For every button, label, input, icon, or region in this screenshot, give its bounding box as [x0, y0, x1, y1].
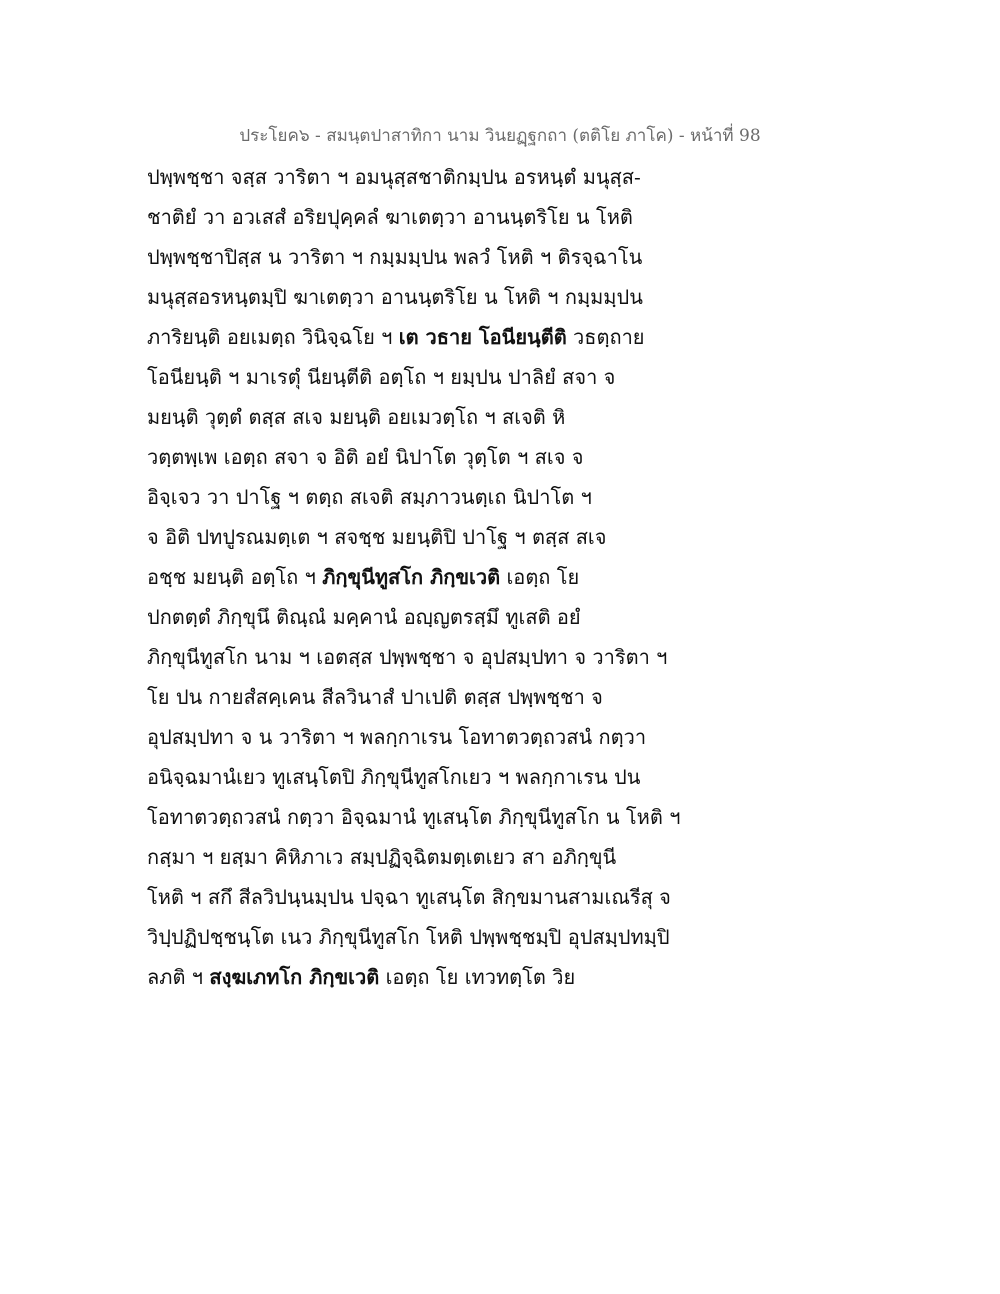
text-line: [147, 597, 707, 637]
text-line: [147, 957, 707, 997]
text-segment: อชฺช มยนฺติ อตฺโถ ฯ: [147, 565, 323, 589]
text-line: [147, 317, 707, 357]
text-segment: วธตฺถาย: [566, 325, 645, 349]
text-line: [147, 917, 707, 957]
text-line: [147, 877, 707, 917]
text-segment: โย ปน กายสํสคฺเคน สีลวินาสํ ปาเปติ ตสฺส ปพฺพชฺชา จ: [147, 685, 603, 709]
text-segment: ปกตตฺตํ ภิกฺขุนึ ติณฺณํ มคฺคานํ อญฺญตรสฺมึ ทูเสติ อยํ: [147, 605, 581, 629]
text-line: [147, 637, 707, 677]
text-segment: มนุสฺสอรหนฺตมฺปิ ฆาเตตฺวา อานนฺตริโย น โหติ ฯ กมฺมมฺปน: [147, 285, 643, 309]
bold-term: ภิกฺขุนีทูสโก ภิกฺขเวติ: [322, 565, 501, 589]
text-line: [147, 757, 707, 797]
text-line: [147, 677, 707, 717]
header-title: ประโยค๖ - สมนฺตปาสาทิกา นาม วินยฏฺฐกถา (ตติโย ภาโค) - หน้าที่ 98: [239, 126, 761, 146]
text-line: [147, 237, 707, 277]
text-line: [147, 557, 707, 597]
bold-term: สงฺฆเภทโก ภิกฺขเวติ: [209, 965, 380, 989]
text-line: [147, 517, 707, 557]
text-segment: ภิกฺขุนีทูสโก นาม ฯ เอตสฺส ปพฺพชฺชา จ อุปสมฺปทา จ วาริตา ฯ: [147, 645, 668, 669]
text-segment: กสฺมา ฯ ยสฺมา คิหิภาเว สมฺปฏิจฺฉิตมตฺเตเยว สา อภิกฺขุนี: [147, 845, 617, 869]
text-segment: มยนฺติ วุตฺตํ ตสฺส สเจ มยนฺติ อยเมวตฺโถ ฯ สเจติ หิ: [147, 405, 566, 429]
text-line: [147, 277, 707, 317]
running-header: [0, 122, 1000, 149]
text-line: [147, 397, 707, 437]
text-segment: เอตฺถ โย: [500, 565, 580, 589]
text-line: [147, 837, 707, 877]
text-line: [147, 717, 707, 757]
text-line: [147, 157, 707, 197]
text-segment: ภาริยนฺติ อยเมตฺถ วินิจฺฉโย ฯ: [147, 325, 399, 349]
text-line: [147, 477, 707, 517]
text-segment: ชาติยํ วา อวเสสํ อริยปุคฺคลํ ฆาเตตฺวา อานนฺตริโย น โหติ: [147, 205, 633, 229]
body-text: [147, 157, 707, 997]
text-line: [147, 797, 707, 837]
bold-term: เต วธาย โอนียนฺตีติ: [398, 325, 567, 349]
text-line: [147, 437, 707, 477]
text-segment: วตฺตพฺเพ เอตฺถ สจา จ อิติ อยํ นิปาโต วุตฺโต ฯ สเจ จ: [147, 445, 584, 469]
text-segment: ปพฺพชฺชาปิสฺส น วาริตา ฯ กมฺมมฺปน พลวํ โหติ ฯ ติรจฺฉาโน: [147, 245, 643, 269]
text-segment: อิจฺเจว วา ปาโฐ ฯ ตตฺถ สเจติ สมฺภาวนตฺเถ นิปาโต ฯ: [147, 485, 592, 509]
text-segment: เอตฺถ โย เทวทตฺโต วิย: [379, 965, 576, 989]
text-segment: โอทาตวตฺถวสนํ กตฺวา อิจฺฉมานํ ทูเสนฺโต ภิกฺขุนีทูสโก น โหติ ฯ: [147, 805, 681, 829]
text-segment: โหติ ฯ สกึ สีลวิปนฺนมฺปน ปจฺฉา ทูเสนฺโต สิกฺขมานสามเณรีสุ จ: [147, 885, 671, 909]
text-segment: ลภติ ฯ: [147, 965, 210, 989]
text-segment: ปพฺพชฺชา จสฺส วาริตา ฯ อมนุสฺสชาติกมฺปน อรหนฺตํ มนุสฺส-: [147, 165, 641, 189]
text-segment: อนิจฺฉมานํเยว ทูเสนฺโตปิ ภิกฺขุนีทูสโกเยว ฯ พลกฺกาเรน ปน: [147, 765, 641, 789]
text-segment: จ อิติ ปทปูรณมตฺเต ฯ สจชฺช มยนฺติปิ ปาโฐ ฯ ตสฺส สเจ: [147, 525, 607, 549]
text-segment: วิปฺปฏิปชฺชนฺโต เนว ภิกฺขุนีทูสโก โหติ ปพฺพชฺชมฺปิ อุปสมฺปทมฺปิ: [147, 925, 670, 949]
text-segment: โอนียนฺติ ฯ มาเรตุํ นียนฺตีติ อตฺโถ ฯ ยมฺปน ปาลิยํ สจา จ: [147, 365, 616, 389]
text-segment: อุปสมฺปทา จ น วาริตา ฯ พลกฺกาเรน โอทาตวตฺถวสนํ กตฺวา: [147, 725, 647, 749]
text-line: [147, 357, 707, 397]
text-line: [147, 197, 707, 237]
